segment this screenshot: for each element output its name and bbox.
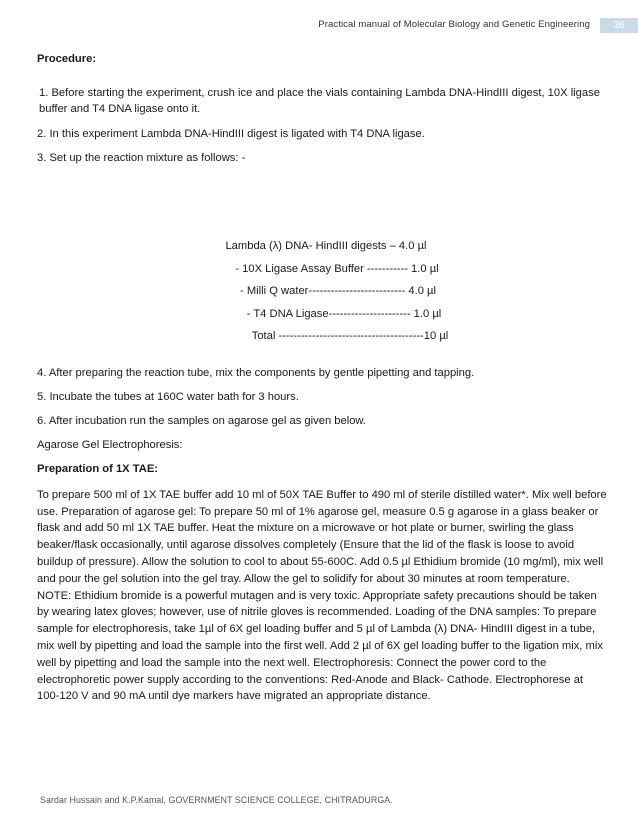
procedure-heading: Procedure: bbox=[37, 53, 97, 65]
step-6: 6. After incubation run the samples on agarose gel as given below. bbox=[37, 415, 366, 428]
reaction-mixture bbox=[0, 238, 638, 351]
mix-line-total: Total ---------------------------------------10 µl bbox=[251, 330, 449, 342]
mix-line-water: - Milli Q water-------------------------- 4.0 µl bbox=[240, 285, 436, 297]
tae-heading: Preparation of 1X TAE: bbox=[37, 463, 159, 476]
steps-after-section bbox=[37, 365, 607, 713]
mix-line-ligase: - T4 DNA Ligase---------------------- 1.0 µl bbox=[246, 307, 442, 320]
step-2: 2. In this experiment Lambda DNA-HindIII digest is ligated with T4 DNA ligase. bbox=[37, 127, 425, 140]
agarose-heading: Agarose Gel Electrophoresis: bbox=[37, 439, 183, 452]
procedure-section bbox=[37, 51, 603, 167]
mix-line-buffer: - 10X Ligase Assay Buffer ----------- 1.0 µl bbox=[235, 262, 439, 275]
step-4: 4. After preparing the reaction tube, mix the components by gentle pipetting and tapping. bbox=[37, 367, 475, 379]
page-header bbox=[0, 18, 638, 34]
step-5: 5. Incubate the tubes at 160C water bath for 3 hours. bbox=[37, 391, 299, 404]
step-3: 3. Set up the reaction mixture as follows: - bbox=[37, 152, 246, 164]
protocol-paragraph: To prepare 500 ml of 1X TAE buffer add 10 ml of 50X TAE Buffer to 490 ml of sterile distilled water*. Mix well before use. Preparation of agarose gel: To prepare 50 ml of 1% agarose gel, measure 0.5 g agarose in a glass beaker or flask and add 50 ml 1X TAE buffer. Heat the mixture on a microwave or hot plate or burner, swirling the glass beaker/flask occasionally, until agarose dissolves completely (Ensure that the lid of the flask is loose to avoid buildup of pressure). Allow the solution to cool to about 55-600C. Add 0.5 µl Ethidium bromide (10 mg/ml), mix well and pour the gel solution into the gel tray. Allow the gel to solidify for about 30 minutes at room temperature. NOTE: Ethidium bromide is a powerful mutagen and is very toxic. Appropriate safety precautions should be taken by wearing latex gloves; however, use of nitrile gloves is recommended. Loading of the DNA samples: To prepare sample for electrophoresis, take 1µl of 6X gel loading buffer and 5 µl of Lambda (λ) DNA- HindIII digest in a tube, mix well by pipetting and load the sample into the first well. Add 2 µl of 6X gel loading buffer to the ligation mix, mix well by pipetting and load the sample into the next well. Electrophoresis: Connect the power cord to the electrophoretic power supply according to the conventions: Red-Anode and Black- Cathode. Electrophorese at 100-120 V and 90 mA until dye markers have migrated an appropriate distance. bbox=[37, 488, 607, 703]
page-number-badge: 36 bbox=[600, 18, 638, 33]
step-1: 1. Before starting the experiment, crush ice and place the vials containing Lambda DNA-HindIII digest, 10X ligase buffer and T4 DNA ligase onto it. bbox=[39, 86, 600, 115]
page-footer: Sardar Hussain and K.P.Kamal, GOVERNMENT SCIENCE COLLEGE, CHITRADURGA. bbox=[40, 795, 393, 805]
mix-line-lambda: Lambda (λ) DNA- HindIII digests – 4.0 µl bbox=[225, 240, 427, 252]
header-title: Practical manual of Molecular Biology and Genetic Engineering bbox=[318, 19, 590, 30]
